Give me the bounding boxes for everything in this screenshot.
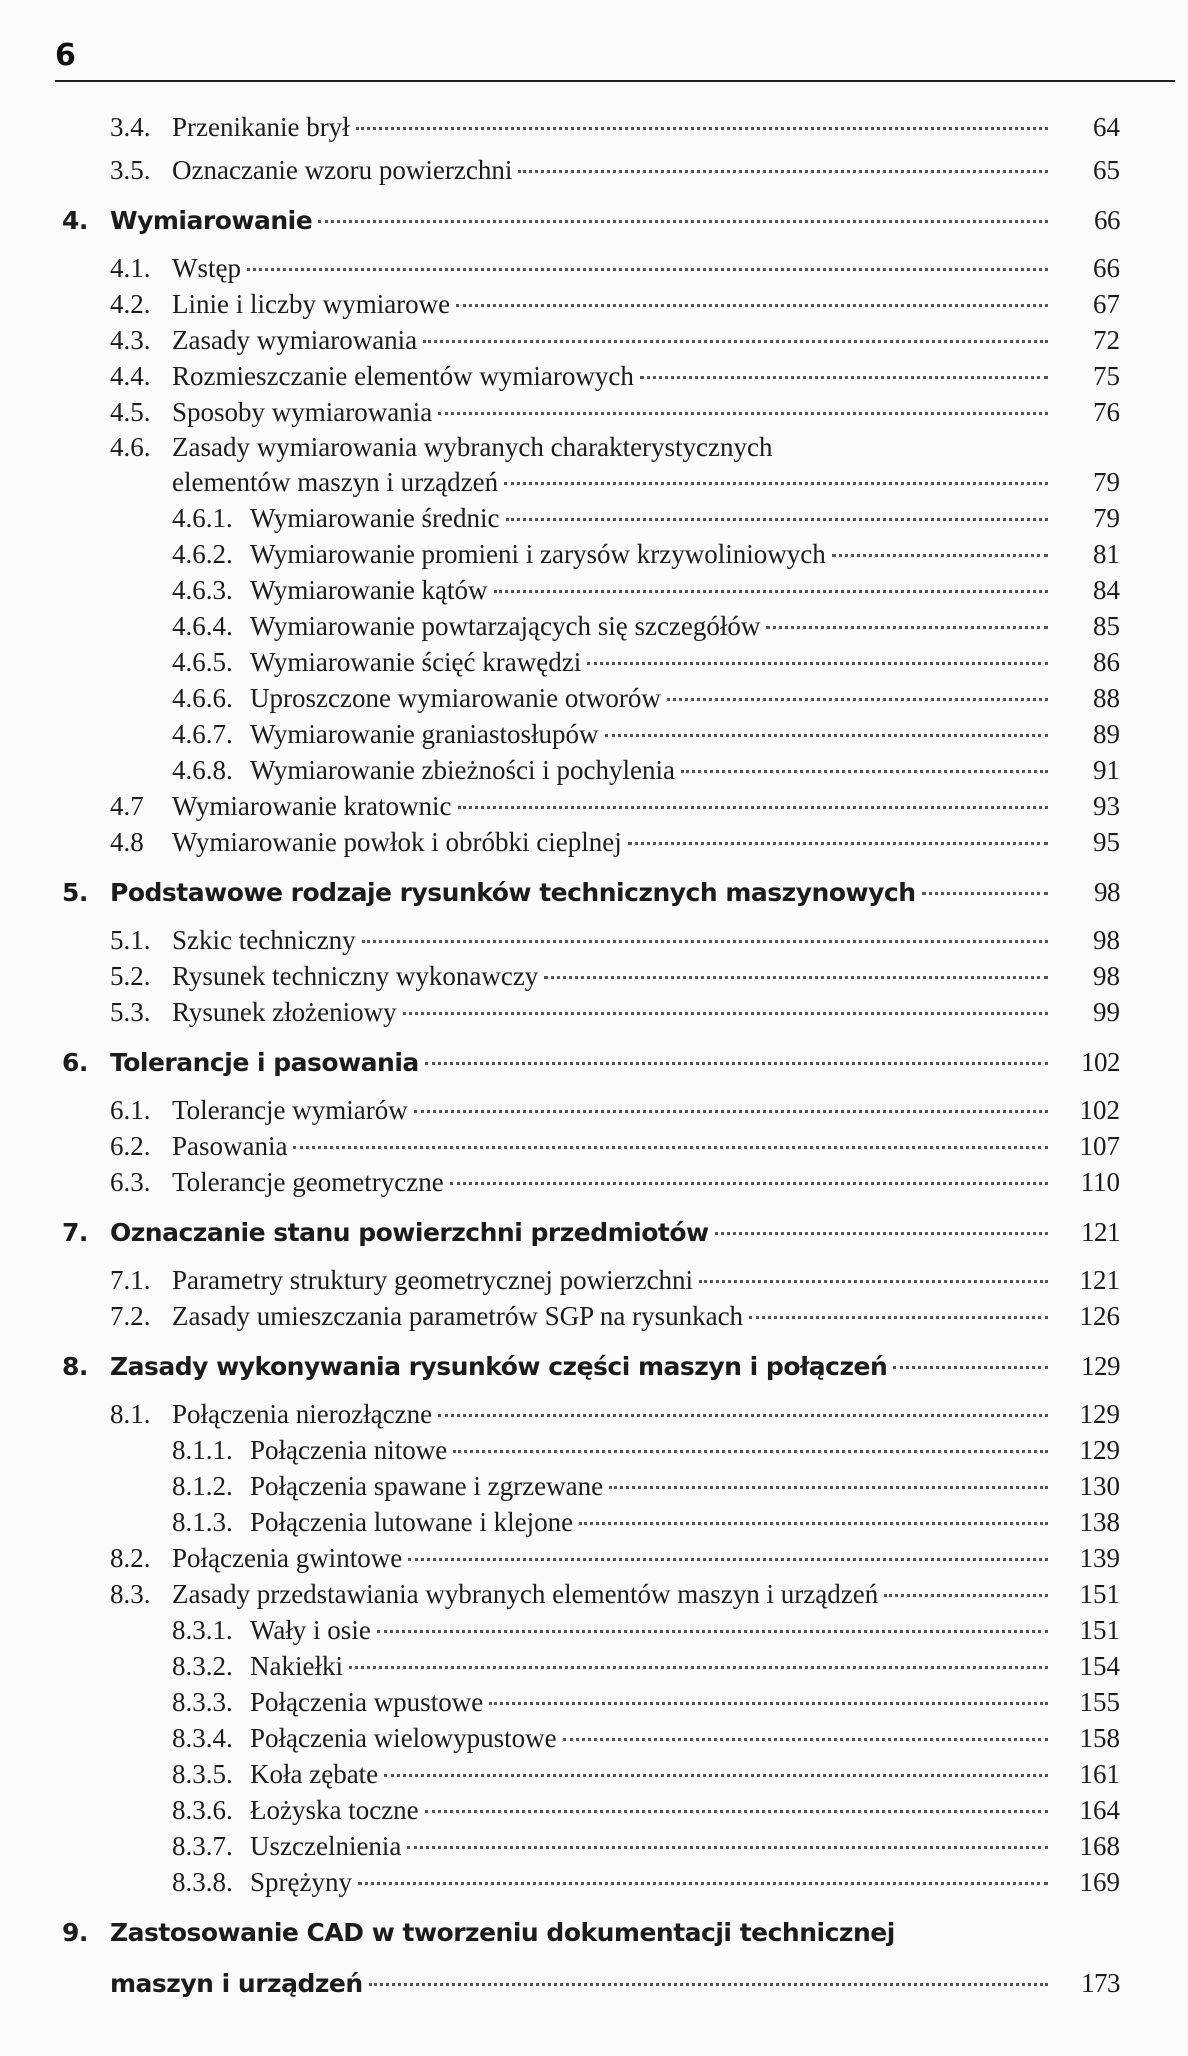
toc-page-number: 164 — [1079, 1795, 1120, 1825]
dot-leader — [349, 1666, 1048, 1669]
toc-entry-row[interactable] — [110, 361, 1120, 392]
toc-page-cell — [1054, 791, 1120, 822]
toc-page-cell — [1054, 1435, 1120, 1466]
toc-page-number: 102 — [1081, 1047, 1120, 1077]
toc-entry-title: Wymiarowanie powłok i obróbki cieplnej — [172, 827, 622, 857]
toc-entry-number: 4.5. — [110, 397, 151, 427]
dot-leader — [609, 1486, 1048, 1489]
toc-page-number: 151 — [1079, 1615, 1120, 1645]
toc-page-number: 158 — [1079, 1723, 1120, 1753]
dot-leader — [544, 976, 1048, 979]
toc-page-number: 98 — [1093, 961, 1120, 991]
toc-entry-row[interactable] — [172, 1795, 1120, 1826]
toc-entry-title: maszyn i urządzeń — [110, 1969, 363, 1998]
dot-leader — [563, 1738, 1048, 1741]
toc-page-cell — [1054, 1471, 1120, 1502]
dot-leader — [494, 590, 1048, 593]
dot-leader — [715, 1232, 1048, 1235]
toc-entry-number: 4.4. — [110, 361, 151, 391]
toc-page-number: 138 — [1079, 1507, 1120, 1537]
toc-page-cell — [1054, 361, 1120, 392]
toc-page-number: 72 — [1093, 325, 1120, 355]
toc-entry-row[interactable] — [172, 1615, 1120, 1646]
toc-page-number: 81 — [1093, 539, 1120, 569]
toc-entry-number: 7. — [62, 1218, 88, 1247]
toc-entry-title: Oznaczanie stanu powierzchni przedmiotów — [110, 1218, 709, 1247]
toc-entry-number: 9. — [62, 1918, 88, 1947]
toc-entry-number: 4.6.4. — [172, 611, 233, 641]
toc-entry-title: Pasowania — [172, 1131, 288, 1161]
toc-entry-title: Połączenia gwintowe — [172, 1543, 403, 1573]
dot-leader — [369, 1983, 1048, 1986]
toc-entry-title: Połączenia wpustowe — [250, 1687, 484, 1717]
toc-entry-title: Parametry struktury geometrycznej powierzchni — [172, 1265, 694, 1295]
toc-entry-number: 8.3.1. — [172, 1615, 233, 1645]
toc-page-cell — [1054, 1867, 1120, 1898]
toc-entry-row[interactable] — [110, 1167, 1120, 1198]
toc-entry-number: 8.2. — [110, 1543, 151, 1573]
toc-entry-number: 4. — [62, 206, 88, 235]
toc-page-cell — [1054, 1543, 1120, 1574]
toc-entry-number: 3.4. — [110, 112, 151, 142]
toc-entry-number: 5.3. — [110, 997, 151, 1027]
toc-page-cell — [1054, 1723, 1120, 1754]
toc-page-number: 88 — [1093, 683, 1120, 713]
toc-entry-row[interactable] — [110, 1095, 1120, 1126]
toc-entry-number: 8.1.3. — [172, 1507, 233, 1537]
toc-page-cell — [1054, 1351, 1120, 1382]
dot-leader — [425, 1810, 1048, 1813]
toc-entry-row[interactable] — [110, 1543, 1120, 1574]
toc-chapter-row[interactable] — [62, 1918, 1120, 1947]
toc-entry-title: Nakiełki — [250, 1651, 343, 1681]
toc-entry-title: Zasady wymiarowania wybranych charakterystycznych — [172, 432, 773, 462]
toc-page-cell — [1054, 719, 1120, 750]
toc-page-cell — [1054, 1095, 1120, 1126]
toc-entry-title: Sposoby wymiarowania — [172, 397, 433, 427]
toc-page-number: 99 — [1093, 997, 1120, 1027]
dot-leader — [414, 1110, 1048, 1113]
toc-entry-title: Wstęp — [172, 253, 241, 283]
dot-leader — [489, 1702, 1048, 1705]
toc-page-cell — [1054, 1217, 1120, 1248]
toc-entry-row[interactable] — [110, 827, 1120, 858]
toc-entry-row[interactable] — [110, 1131, 1120, 1162]
toc-page-cell — [1054, 503, 1120, 534]
toc-page-cell — [1054, 1615, 1120, 1646]
toc-page-number: 107 — [1079, 1131, 1120, 1161]
toc-entry-number: 8.3. — [110, 1579, 151, 1609]
toc-page-number: 67 — [1093, 289, 1120, 319]
toc-entry-title: Wały i osie — [250, 1615, 371, 1645]
toc-chapter-row[interactable] — [62, 1217, 1120, 1248]
toc-page-number: 139 — [1079, 1543, 1120, 1573]
toc-page-number: 75 — [1093, 361, 1120, 391]
toc-page-number: 65 — [1093, 155, 1120, 185]
toc-entry-number: 4.2. — [110, 289, 151, 319]
toc-entry-row[interactable] — [110, 155, 1120, 186]
dot-leader — [587, 662, 1048, 665]
toc-page-cell — [1054, 1399, 1120, 1430]
toc-page-number: 130 — [1079, 1471, 1120, 1501]
toc-entry-row[interactable] — [172, 1435, 1120, 1466]
toc-page-cell — [1054, 539, 1120, 570]
toc-entry-title: Wymiarowanie graniastosłupów — [250, 719, 599, 749]
toc-page-number: 121 — [1081, 1217, 1120, 1247]
toc-chapter-row[interactable] — [62, 877, 1120, 908]
toc-entry-row[interactable] — [110, 112, 1120, 143]
dot-leader — [358, 1882, 1048, 1885]
toc-entry-title: Tolerancje wymiarów — [172, 1095, 408, 1125]
toc-page-cell — [1054, 925, 1120, 956]
toc-entry-row[interactable] — [172, 755, 1120, 786]
toc-entry-title: Koła zębate — [250, 1759, 379, 1789]
toc-page-number: 79 — [1093, 467, 1120, 497]
toc-entry-title: Wymiarowanie kratownic — [172, 791, 452, 821]
toc-page-cell — [1054, 1687, 1120, 1718]
toc-entry-number: 8.3.6. — [172, 1795, 233, 1825]
toc-entry-number: 4.6.1. — [172, 503, 233, 533]
toc-chapter-row[interactable] — [62, 1351, 1120, 1382]
toc-entry-row[interactable] — [110, 791, 1120, 822]
toc-entry-row[interactable] — [172, 1723, 1120, 1754]
toc-page-number: 129 — [1081, 1351, 1120, 1381]
toc-entry-title: Rysunek techniczny wykonawczy — [172, 961, 539, 991]
toc-entry-number: 4.8 — [110, 827, 144, 857]
toc-page-cell — [1054, 1301, 1120, 1332]
toc-entry-title: elementów maszyn i urządzeń — [172, 467, 499, 497]
dot-leader — [628, 842, 1048, 845]
dot-leader — [518, 170, 1048, 173]
toc-page-number: 129 — [1079, 1399, 1120, 1429]
toc-page-number: 66 — [1094, 205, 1120, 235]
toc-entry-title: Połączenia wielowypustowe — [250, 1723, 557, 1753]
toc-entry-number: 5. — [62, 878, 88, 907]
toc-entry-title: Zasady umieszczania parametrów SGP na rysunkach — [172, 1301, 744, 1331]
toc-entry-title: Sprężyny — [250, 1867, 352, 1897]
toc-entry-row[interactable] — [110, 1399, 1120, 1430]
toc-entry-title: Wymiarowanie promieni i zarysów krzywoliniowych — [250, 539, 826, 569]
toc-entry-title: Uproszczone wymiarowanie otworów — [250, 683, 661, 713]
toc-page-cell — [1054, 1507, 1120, 1538]
toc-entry-title: Linie i liczby wymiarowe — [172, 289, 451, 319]
dot-leader — [922, 892, 1048, 895]
toc-page-number: 168 — [1079, 1831, 1120, 1861]
toc-page-number: 91 — [1093, 755, 1120, 785]
toc-entry-number: 4.6.2. — [172, 539, 233, 569]
toc-page-number: 121 — [1079, 1265, 1120, 1295]
dot-leader — [506, 518, 1048, 521]
dot-leader — [667, 698, 1048, 701]
toc-entry-number: 8.3.8. — [172, 1867, 233, 1897]
toc-entry-row[interactable] — [172, 1759, 1120, 1790]
toc-entry-row[interactable] — [172, 1651, 1120, 1682]
toc-page-cell — [1054, 683, 1120, 714]
toc-entry-row[interactable] — [172, 467, 1120, 498]
toc-entry-number: 8.3.5. — [172, 1759, 233, 1789]
dot-leader — [450, 1182, 1048, 1185]
toc-page-number: 126 — [1079, 1301, 1120, 1331]
toc-page-number: 173 — [1081, 1968, 1120, 1998]
toc-entry-row[interactable] — [172, 611, 1120, 642]
toc-entry-number: 8.3.2. — [172, 1651, 233, 1681]
toc-page-cell — [1054, 997, 1120, 1028]
toc-entry-number: 8.3.3. — [172, 1687, 233, 1717]
toc-entry-row[interactable] — [110, 961, 1120, 992]
toc-page-number: 89 — [1093, 719, 1120, 749]
dot-leader — [356, 127, 1048, 130]
toc-page-number: 102 — [1079, 1095, 1120, 1125]
toc-page-cell — [1054, 961, 1120, 992]
toc-entry-title: Szkic techniczny — [172, 925, 356, 955]
dot-leader — [377, 1630, 1048, 1633]
toc-entry-row[interactable] — [172, 1687, 1120, 1718]
dot-leader — [884, 1594, 1048, 1597]
toc-entry-row[interactable] — [172, 1867, 1120, 1898]
dot-leader — [458, 806, 1048, 809]
toc-entry-row[interactable] — [110, 397, 1120, 428]
toc-entry-title: Uszczelnienia — [250, 1831, 402, 1861]
page-number: 6 — [55, 38, 76, 73]
toc-entry-row[interactable] — [172, 1831, 1120, 1862]
toc-entry-row[interactable] — [172, 683, 1120, 714]
toc-entry-row[interactable] — [110, 1301, 1120, 1332]
toc-entry-title: Tolerancje geometryczne — [172, 1167, 444, 1197]
toc-entry-number: 4.6.6. — [172, 683, 233, 713]
dot-leader — [425, 1062, 1048, 1065]
dot-leader — [699, 1280, 1048, 1283]
toc-entry-number: 8. — [62, 1352, 88, 1381]
toc-entry-row[interactable] — [172, 1507, 1120, 1538]
toc-entry-number: 5.2. — [110, 961, 151, 991]
toc-entry-title: Połączenia nitowe — [250, 1435, 448, 1465]
toc-entry-title: Oznaczanie wzoru powierzchni — [172, 155, 513, 185]
dot-leader — [318, 220, 1048, 223]
toc-entry-title: Zasady wymiarowania — [172, 325, 418, 355]
toc-entry-row[interactable] — [110, 325, 1120, 356]
toc-entry-number: 7.1. — [110, 1265, 151, 1295]
dot-leader — [640, 376, 1048, 379]
toc-entry-title: Wymiarowanie ścięć krawędzi — [250, 647, 582, 677]
toc-entry-number: 8.1. — [110, 1399, 151, 1429]
toc-entry-title: Wymiarowanie zbieżności i pochylenia — [250, 755, 675, 785]
dot-leader — [832, 554, 1048, 557]
toc-page-number: 93 — [1093, 791, 1120, 821]
toc-entry-title: Przenikanie brył — [172, 112, 350, 142]
toc-page-cell — [1054, 755, 1120, 786]
toc-entry-number: 6.1. — [110, 1095, 151, 1125]
toc-page-cell — [1054, 325, 1120, 356]
toc-entry-title: Podstawowe rodzaje rysunków technicznych maszynowych — [110, 878, 916, 907]
toc-entry-title: Wymiarowanie średnic — [250, 503, 500, 533]
toc-entry-number: 8.3.7. — [172, 1831, 233, 1861]
toc-page-cell — [1054, 397, 1120, 428]
toc-entry-row[interactable] — [172, 539, 1120, 570]
toc-entry-row[interactable] — [110, 1579, 1120, 1610]
toc-entry-title: Zastosowanie CAD w tworzeniu dokumentacji technicznej — [110, 1918, 895, 1947]
dot-leader — [456, 304, 1048, 307]
toc-entry-number: 3.5. — [110, 155, 151, 185]
toc-entry-title: Wymiarowanie — [110, 206, 313, 235]
toc-chapter-row[interactable] — [62, 1047, 1120, 1078]
toc-entry-title: Wymiarowanie powtarzających się szczegółów — [250, 611, 761, 641]
toc-entry-number: 6.3. — [110, 1167, 151, 1197]
dot-leader — [407, 1846, 1048, 1849]
toc-entry-number: 4.6.8. — [172, 755, 233, 785]
toc-page-cell — [1054, 1265, 1120, 1296]
toc-page-cell — [1054, 1579, 1120, 1610]
toc-page-cell — [1054, 1759, 1120, 1790]
toc-entry-title: Tolerancje i pasowania — [110, 1048, 419, 1077]
toc-entry-row[interactable] — [110, 925, 1120, 956]
toc-page-number: 86 — [1093, 647, 1120, 677]
dot-leader — [293, 1146, 1048, 1149]
toc-entry-number: 4.3. — [110, 325, 151, 355]
dot-leader — [579, 1522, 1048, 1525]
toc-entry-title: Połączenia lutowane i klejone — [250, 1507, 574, 1537]
toc-page-cell — [1054, 253, 1120, 284]
toc-page-number: 169 — [1079, 1867, 1120, 1897]
toc-page-cell — [1054, 205, 1120, 236]
toc-page-cell — [1054, 1795, 1120, 1826]
toc-page-cell — [1054, 112, 1120, 143]
toc-page-number: 66 — [1093, 253, 1120, 283]
toc-page-cell — [1054, 575, 1120, 606]
toc-entry-number: 8.1.2. — [172, 1471, 233, 1501]
toc-page-cell — [1054, 1131, 1120, 1162]
toc-page-number: 98 — [1094, 877, 1120, 907]
toc-entry-row[interactable] — [172, 575, 1120, 606]
toc-entry-number: 6.2. — [110, 1131, 151, 1161]
toc-page-number: 84 — [1093, 575, 1120, 605]
toc-page-cell — [1054, 155, 1120, 186]
toc-entry-title: Rysunek złożeniowy — [172, 997, 397, 1027]
toc-entry-title: Rozmieszczanie elementów wymiarowych — [172, 361, 634, 391]
toc-entry-number: 4.1. — [110, 253, 151, 283]
toc-page-cell — [1054, 467, 1120, 498]
dot-leader — [438, 1414, 1048, 1417]
dot-leader — [893, 1366, 1048, 1369]
toc-page-number: 95 — [1093, 827, 1120, 857]
toc-entry-row[interactable] — [172, 719, 1120, 750]
toc-page-cell — [1054, 1047, 1120, 1078]
toc-entry-number: 8.3.4. — [172, 1723, 233, 1753]
toc-page-cell — [1054, 611, 1120, 642]
toc-entry-row[interactable] — [172, 503, 1120, 534]
dot-leader — [766, 626, 1048, 629]
toc-entry-row[interactable] — [110, 997, 1120, 1028]
toc-entry-number: 7.2. — [110, 1301, 151, 1331]
dot-leader — [362, 940, 1048, 943]
dot-leader — [605, 734, 1048, 737]
dot-leader — [408, 1558, 1048, 1561]
dot-leader — [438, 412, 1048, 415]
toc-entry-number: 5.1. — [110, 925, 151, 955]
toc-entry-number: 4.6.3. — [172, 575, 233, 605]
toc-entry-number: 4.6.7. — [172, 719, 233, 749]
toc-page-number: 64 — [1093, 112, 1120, 142]
dot-leader — [403, 1012, 1048, 1015]
toc-entry-row[interactable] — [172, 1471, 1120, 1502]
toc-entry-row[interactable] — [110, 253, 1120, 284]
dot-leader — [504, 482, 1048, 485]
toc-page-number: 129 — [1079, 1435, 1120, 1465]
dot-leader — [749, 1316, 1048, 1319]
dot-leader — [423, 340, 1048, 343]
toc-page-number: 76 — [1093, 397, 1120, 427]
toc-entry-title: Zasady przedstawiania wybranych elementów maszyn i urządzeń — [172, 1579, 879, 1609]
toc-entry-title: Zasady wykonywania rysunków części maszyn i połączeń — [110, 1352, 888, 1381]
toc-page-number: 154 — [1079, 1651, 1120, 1681]
toc-entry-number: 4.6. — [110, 432, 151, 462]
toc-page-number: 161 — [1079, 1759, 1120, 1789]
toc-entry-row[interactable] — [172, 647, 1120, 678]
toc-entry-title: Połączenia spawane i zgrzewane — [250, 1471, 604, 1501]
toc-page-cell — [1054, 647, 1120, 678]
toc-page-number: 155 — [1079, 1687, 1120, 1717]
toc-page-number: 110 — [1080, 1167, 1120, 1197]
toc-page-number: 98 — [1093, 925, 1120, 955]
toc-page-cell — [1054, 877, 1120, 908]
dot-leader — [681, 770, 1048, 773]
toc-page-cell — [1054, 827, 1120, 858]
toc-entry-row[interactable] — [110, 432, 1120, 463]
toc-chapter-row[interactable] — [110, 1968, 1120, 1999]
toc-entry-title: Połączenia nierozłączne — [172, 1399, 433, 1429]
toc-page-number: 151 — [1079, 1579, 1120, 1609]
toc-entry-number: 6. — [62, 1048, 88, 1077]
toc-page-cell — [1054, 1831, 1120, 1862]
dot-leader — [247, 268, 1048, 271]
toc-entry-title: Łożyska toczne — [250, 1795, 419, 1825]
toc-page-cell — [1054, 1167, 1120, 1198]
toc-page-number: 79 — [1093, 503, 1120, 533]
dot-leader — [453, 1450, 1048, 1453]
dot-leader — [384, 1774, 1048, 1777]
toc-page-cell — [1054, 1968, 1120, 1999]
toc-page-cell — [1054, 289, 1120, 320]
toc-entry-number: 4.6.5. — [172, 647, 233, 677]
toc-entry-number: 4.7 — [110, 791, 144, 821]
toc-entry-row[interactable] — [110, 1265, 1120, 1296]
toc-entry-number: 8.1.1. — [172, 1435, 233, 1465]
toc-entry-title: Wymiarowanie kątów — [250, 575, 488, 605]
toc-chapter-row[interactable] — [62, 205, 1120, 236]
toc-page-number: 85 — [1093, 611, 1120, 641]
toc-page-cell — [1054, 1651, 1120, 1682]
toc-entry-row[interactable] — [110, 289, 1120, 320]
